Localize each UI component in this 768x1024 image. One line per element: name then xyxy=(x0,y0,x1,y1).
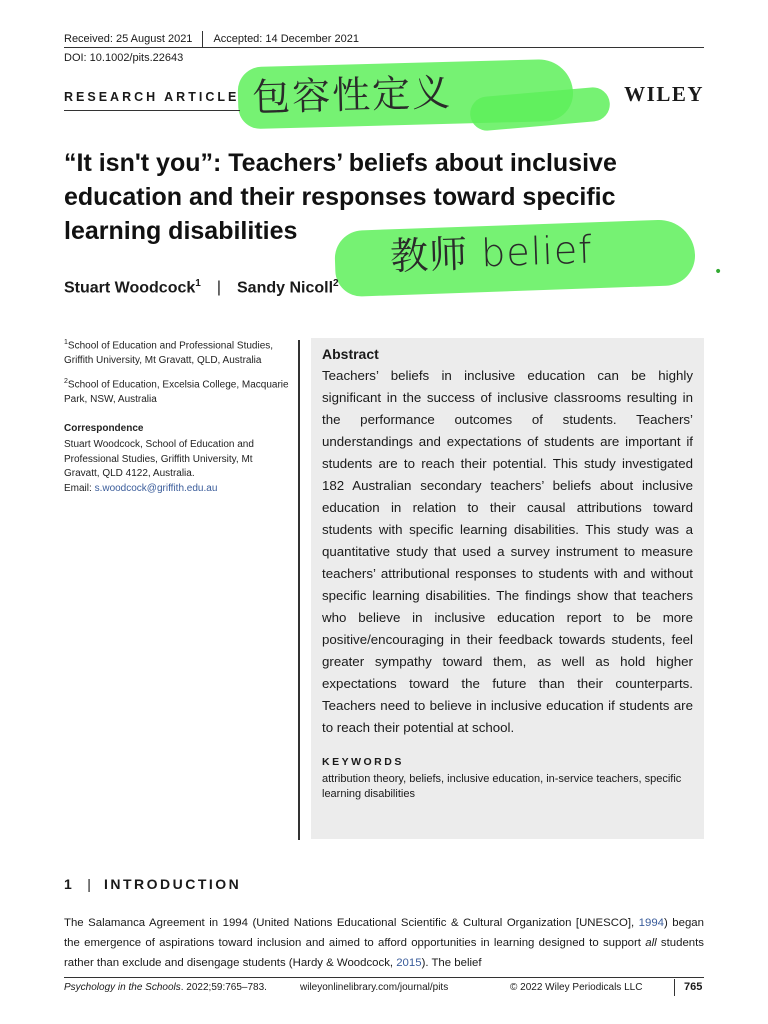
abstract-heading: Abstract xyxy=(322,346,379,362)
author-separator: | xyxy=(216,279,221,297)
affiliations-column xyxy=(64,336,289,503)
pen-mark: • xyxy=(714,264,723,280)
header-rule xyxy=(64,47,704,48)
section-heading xyxy=(64,876,241,892)
footer-rule xyxy=(64,977,704,978)
footer-journal: Psychology in the Schools. 2022;59:765–783. xyxy=(64,982,267,993)
affiliation-2: $^2$School of Education, Excelsia College, Macquarie Park, NSW, Australia xyxy=(64,378,289,406)
received-date: Received: 25 August 2021 xyxy=(64,33,193,45)
correspondence-heading: Correspondence xyxy=(64,422,144,434)
keywords-list: attribution theory, beliefs, inclusive education, in-service teachers, specific learning disabilities xyxy=(322,773,682,800)
handwritten-note-1: 包容性定义 xyxy=(251,70,453,120)
citation-link[interactable]: 1994 xyxy=(638,917,664,929)
handwritten-note-2: 教师 belief xyxy=(389,227,594,279)
abstract-box xyxy=(311,338,704,839)
footer-url[interactable]: wileyonlinelibrary.com/journal/pits xyxy=(300,982,449,993)
email-link[interactable]: s.woodcock@griffith.edu.au xyxy=(94,482,218,494)
paper-title: “It isn't you”: Teachers’ beliefs about inclusive education and their responses toward specific learning disabilities xyxy=(64,149,617,245)
citation-link[interactable]: 2015 xyxy=(396,957,422,969)
article-dates xyxy=(64,31,359,47)
author-2[interactable]: Sandy Nicoll$^2$ xyxy=(237,278,339,297)
accepted-date: Accepted: 14 December 2021 xyxy=(213,33,359,45)
keywords-heading: KEYWORDS xyxy=(322,756,404,768)
footer-copyright: © 2022 Wiley Periodicals LLC xyxy=(510,982,643,993)
article-type: RESEARCH ARTICLE xyxy=(64,90,240,104)
column-divider xyxy=(298,340,300,840)
page-number: 765 xyxy=(684,981,703,993)
section-title: INTRODUCTION xyxy=(103,876,242,892)
author-list xyxy=(64,278,339,297)
date-divider xyxy=(202,31,203,47)
correspondence-text: Stuart Woodcock, School of Education and Professional Studies, Griffith University, Mt Gravatt, QLD 4122, Australia. Email: s.woodcock@griffith.edu.au xyxy=(64,439,254,494)
body-paragraph: The Salamanca Agreement in 1994 (United Nations Educational Scientific & Cultural Organization [UNESCO], 1994) began the emergence of aspirations toward inclusion and aimed to afford opportunities in learning designed to support all students rather than exclude and disengage students (Hardy & Woodcock, 2015). The belief xyxy=(64,917,704,969)
affiliation-1: $^1$School of Education and Professional Studies, Griffith University, Mt Gravatt, QLD, Australia xyxy=(64,339,274,366)
abstract-body: Teachers’ beliefs in inclusive education can be highly significant in the success of inclusive classrooms resulting in the performance outcomes of students. Teachers’ understandings and expectations of students are important if students are to reach their potential. This study investigated 182 Australian secondary teachers’ beliefs about inclusive education in relation to their causal attributions toward students with specific learning disabilities. This study was a quantitative study that used a survey instrument to measure teachers’ attributional responses to students with and without specific learning disabilities. The findings show that teachers who believe in inclusive education report to be more positive/encouraging in their feedback towards students, feel greater sympathy toward them, as well as hold higher expectations toward the future than their counterparts. Teachers need to believe in inclusive education if students are to reach their potential at school. xyxy=(322,368,693,735)
author-1[interactable]: Stuart Woodcock$^1$ xyxy=(64,278,201,297)
section-separator: | xyxy=(87,876,91,892)
publisher-logo: WILEY xyxy=(624,82,704,106)
footer-divider xyxy=(674,979,675,996)
section-number: 1 xyxy=(64,876,75,892)
article-type-rule xyxy=(64,110,240,111)
doi[interactable]: DOI: 10.1002/pits.22643 xyxy=(64,52,184,64)
